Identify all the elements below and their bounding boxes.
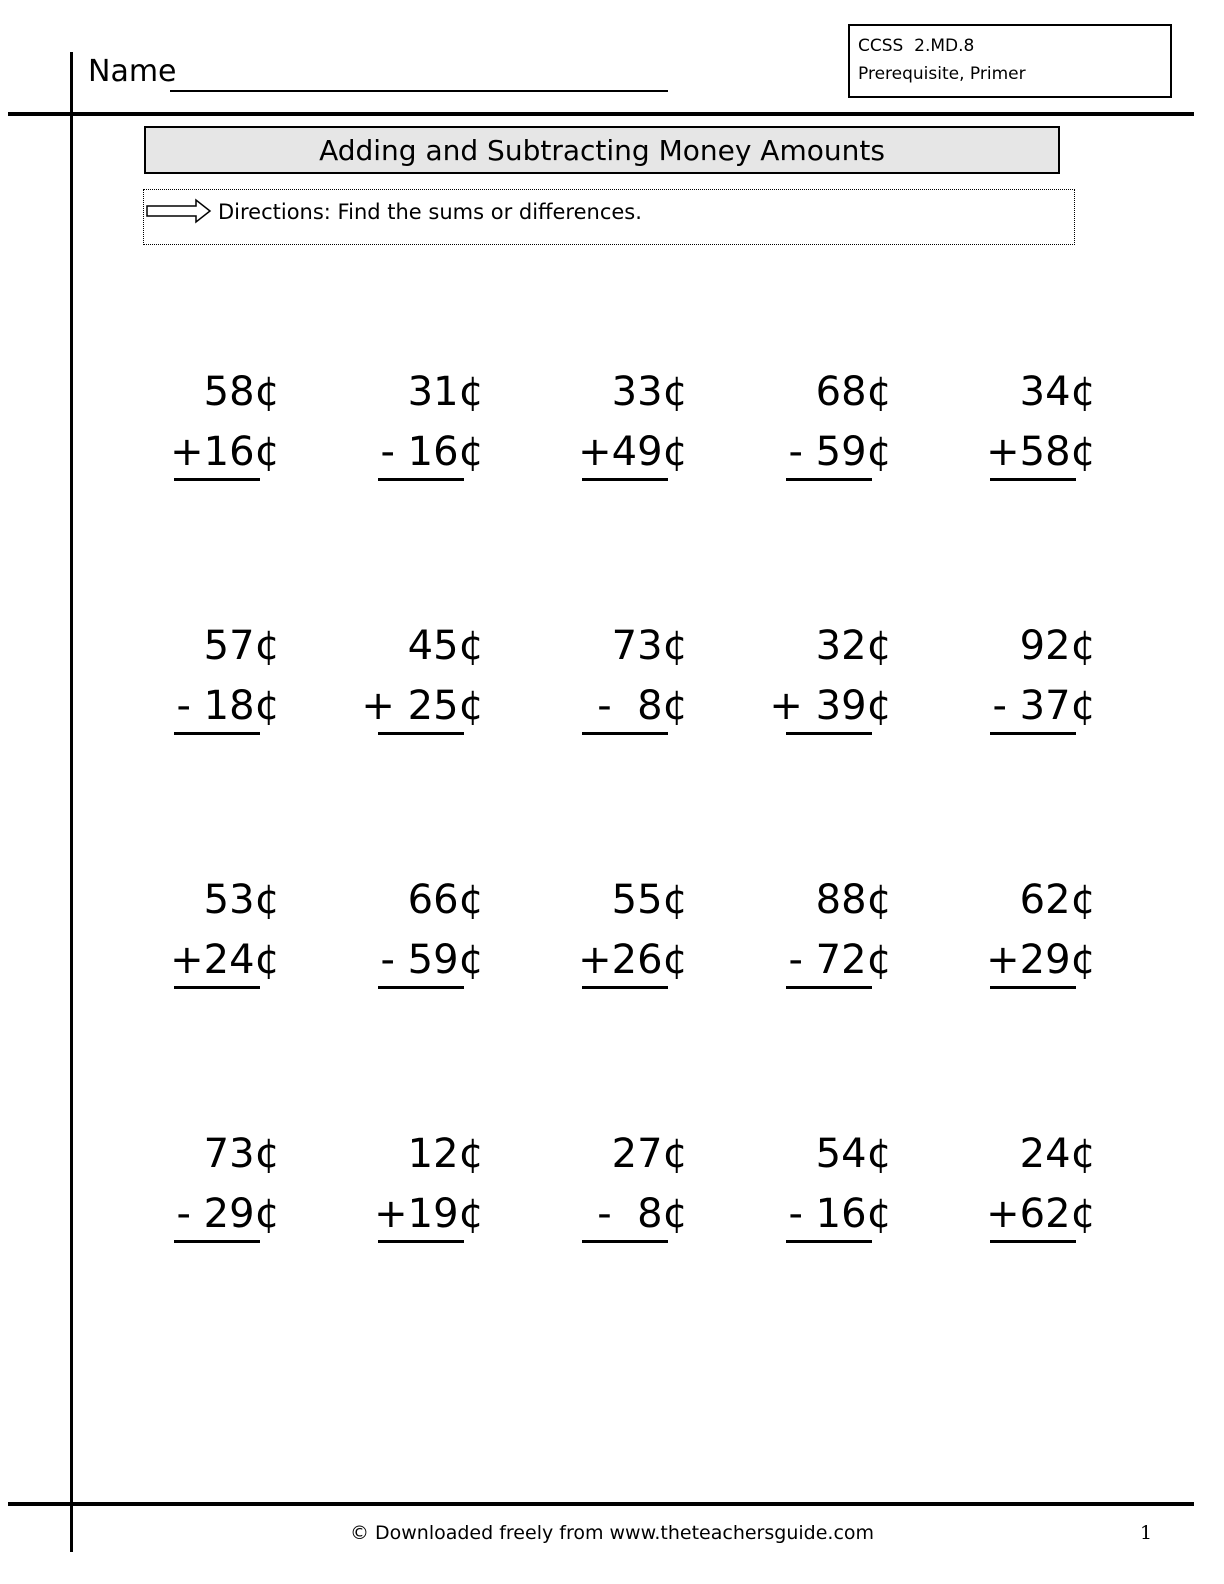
answer-line — [582, 1240, 668, 1243]
answer-line — [582, 986, 668, 989]
answer-line — [990, 1240, 1076, 1243]
footer-credit: © Downloaded freely from www.theteachersguide.com — [349, 1522, 875, 1544]
problem-top-number: 66¢ — [407, 877, 484, 923]
math-problem — [372, 368, 512, 498]
problem-bottom-number: +16¢ — [170, 429, 280, 475]
answer-line — [174, 1240, 260, 1243]
answer-line — [378, 1240, 464, 1243]
arrow-right-icon — [146, 198, 212, 224]
left-margin-line — [70, 52, 73, 1552]
problem-top-number: 54¢ — [815, 1131, 892, 1177]
problem-top-number: 57¢ — [203, 623, 280, 669]
problem-bottom-number: - 37¢ — [992, 683, 1096, 729]
problem-top-number: 31¢ — [407, 369, 484, 415]
name-blank-line — [170, 90, 668, 92]
problem-bottom-number: +19¢ — [374, 1191, 484, 1237]
page-number: 1 — [1140, 1522, 1153, 1544]
problem-top-number: 53¢ — [203, 877, 280, 923]
problem-bottom-number: - 16¢ — [380, 429, 484, 475]
problem-top-number: 24¢ — [1019, 1131, 1096, 1177]
problem-top-number: 88¢ — [815, 877, 892, 923]
problem-top-number: 33¢ — [611, 369, 688, 415]
problem-bottom-number: +49¢ — [578, 429, 688, 475]
answer-line — [990, 986, 1076, 989]
standard-code: CCSS 2.MD.8 — [858, 36, 975, 56]
problem-bottom-number: - 29¢ — [176, 1191, 280, 1237]
problem-top-number: 92¢ — [1019, 623, 1096, 669]
problem-bottom-number: + 25¢ — [361, 683, 484, 729]
math-problem — [576, 622, 716, 752]
math-problem — [168, 622, 308, 752]
problem-bottom-number: - 72¢ — [788, 937, 892, 983]
answer-line — [582, 732, 668, 735]
math-problem — [168, 876, 308, 1006]
answer-line — [786, 1240, 872, 1243]
math-problem — [984, 368, 1124, 498]
math-problem — [372, 1130, 512, 1260]
problem-top-number: 32¢ — [815, 623, 892, 669]
standards-box — [848, 24, 1172, 98]
worksheet-title: Adding and Subtracting Money Amounts — [319, 133, 885, 167]
problem-top-number: 27¢ — [611, 1131, 688, 1177]
problem-top-number: 58¢ — [203, 369, 280, 415]
answer-line — [378, 732, 464, 735]
math-problem — [168, 368, 308, 498]
problem-bottom-number: - 8¢ — [597, 683, 688, 729]
worksheet-title-bar — [144, 126, 1060, 174]
math-problem — [984, 876, 1124, 1006]
math-problem — [361, 622, 512, 752]
problem-bottom-number: +26¢ — [578, 937, 688, 983]
problem-bottom-number: +58¢ — [986, 429, 1096, 475]
math-problem — [372, 876, 512, 1006]
answer-line — [990, 732, 1076, 735]
math-problem — [984, 622, 1124, 752]
problem-bottom-number: - 59¢ — [788, 429, 892, 475]
problem-bottom-number: +62¢ — [986, 1191, 1096, 1237]
problem-top-number: 73¢ — [611, 623, 688, 669]
problem-top-number: 55¢ — [611, 877, 688, 923]
math-problem — [780, 876, 920, 1006]
problem-bottom-number: +29¢ — [986, 937, 1096, 983]
answer-line — [378, 478, 464, 481]
math-problem — [780, 1130, 920, 1260]
math-problem — [168, 1130, 308, 1260]
problem-top-number: 34¢ — [1019, 369, 1096, 415]
answer-line — [378, 986, 464, 989]
problem-bottom-number: + 39¢ — [769, 683, 892, 729]
directions-text: Directions: Find the sums or differences. — [218, 200, 642, 224]
math-problem — [576, 1130, 716, 1260]
answer-line — [786, 732, 872, 735]
answer-line — [582, 478, 668, 481]
answer-line — [786, 986, 872, 989]
answer-line — [174, 732, 260, 735]
math-problem — [780, 368, 920, 498]
answer-line — [174, 986, 260, 989]
math-problem — [576, 876, 716, 1006]
math-problem — [769, 622, 920, 752]
answer-line — [786, 478, 872, 481]
problem-top-number: 12¢ — [407, 1131, 484, 1177]
header-divider — [8, 112, 1194, 116]
problem-top-number: 45¢ — [407, 623, 484, 669]
problem-top-number: 73¢ — [203, 1131, 280, 1177]
math-problem — [984, 1130, 1124, 1260]
problem-bottom-number: - 8¢ — [597, 1191, 688, 1237]
problem-bottom-number: - 18¢ — [176, 683, 280, 729]
name-label: Name — [88, 54, 177, 89]
answer-line — [990, 478, 1076, 481]
math-problem — [576, 368, 716, 498]
answer-line — [174, 478, 260, 481]
problem-bottom-number: - 16¢ — [788, 1191, 892, 1237]
problem-top-number: 62¢ — [1019, 877, 1096, 923]
problem-bottom-number: - 59¢ — [380, 937, 484, 983]
footer-divider — [8, 1502, 1194, 1506]
problem-bottom-number: +24¢ — [170, 937, 280, 983]
standard-level: Prerequisite, Primer — [858, 64, 1026, 84]
problem-top-number: 68¢ — [815, 369, 892, 415]
